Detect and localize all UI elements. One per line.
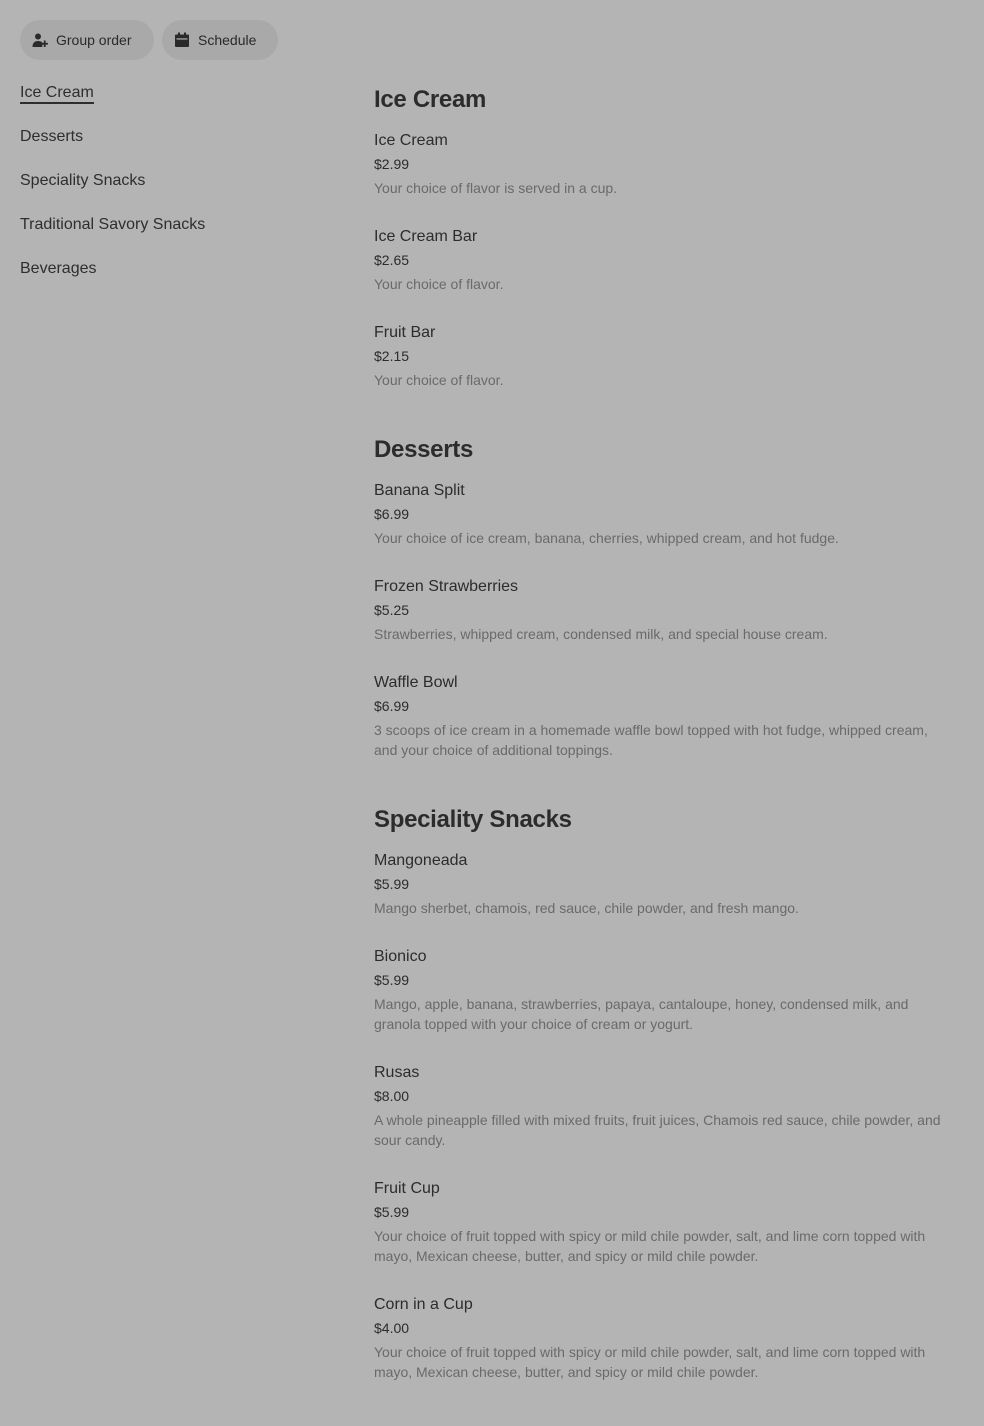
item-description: Your choice of flavor. xyxy=(374,372,504,388)
item-name: Corn in a Cup xyxy=(374,1296,473,1313)
item-description: Your choice of fruit topped with spicy or mild chile powder, salt, and lime corn topped with mayo, Mexican cheese, butter, and spicy or mild chile powder. xyxy=(374,1344,926,1380)
item-description: A whole pineapple filled with mixed fruits, fruit juices, Chamois red sauce, chile powder, and sour candy. xyxy=(374,1112,941,1148)
sidebar-item-label: Desserts xyxy=(20,128,84,145)
sidebar-item-traditional-savory-snacks[interactable] xyxy=(20,214,320,258)
section-title: Desserts xyxy=(374,436,474,463)
sidebar-item-speciality-snacks[interactable] xyxy=(20,170,320,214)
item-name: Rusas xyxy=(374,1064,420,1081)
item-price: $6.99 xyxy=(374,506,410,522)
schedule-label: Schedule xyxy=(198,32,257,48)
item-description: Your choice of flavor. xyxy=(374,276,504,292)
item-price: $5.99 xyxy=(374,1204,410,1220)
menu-item[interactable] xyxy=(374,130,954,198)
menu-item[interactable] xyxy=(374,322,954,390)
item-price: $4.00 xyxy=(374,1320,410,1336)
item-price: $8.00 xyxy=(374,1088,410,1104)
top-actions xyxy=(20,20,278,60)
item-name: Ice Cream Bar xyxy=(374,228,478,245)
item-name: Frozen Strawberries xyxy=(374,578,519,595)
menu-section-ice-cream xyxy=(374,84,954,390)
person-add-icon xyxy=(32,32,48,48)
item-description: Mango sherbet, chamois, red sauce, chile powder, and fresh mango. xyxy=(374,900,799,916)
group-order-label: Group order xyxy=(56,32,132,48)
sidebar-item-label: Beverages xyxy=(20,260,97,277)
menu-section-speciality-snacks xyxy=(374,804,954,1382)
menu-list xyxy=(374,84,954,1426)
sidebar-item-ice-cream[interactable] xyxy=(20,82,320,126)
menu-item[interactable] xyxy=(374,576,954,644)
item-price: $5.99 xyxy=(374,972,410,988)
item-name: Ice Cream xyxy=(374,132,448,149)
sidebar-item-desserts[interactable] xyxy=(20,126,320,170)
item-price: $5.25 xyxy=(374,602,410,618)
schedule-button[interactable] xyxy=(162,20,278,60)
item-name: Waffle Bowl xyxy=(374,674,458,691)
category-sidebar xyxy=(20,82,320,302)
item-description: Your choice of ice cream, banana, cherries, whipped cream, and hot fudge. xyxy=(374,530,839,546)
sidebar-item-label: Speciality Snacks xyxy=(20,172,146,189)
sidebar-item-label: Traditional Savory Snacks xyxy=(20,216,206,233)
sidebar-item-beverages[interactable] xyxy=(20,258,320,302)
item-price: $2.65 xyxy=(374,252,410,268)
item-description: 3 scoops of ice cream in a homemade waffle bowl topped with hot fudge, whipped cream, and your choice of additional toppings. xyxy=(374,722,928,758)
item-name: Banana Split xyxy=(374,482,465,499)
item-name: Mangoneada xyxy=(374,852,468,869)
menu-item[interactable] xyxy=(374,1062,954,1150)
section-title: Speciality Snacks xyxy=(374,806,572,833)
item-name: Bionico xyxy=(374,948,427,965)
menu-item[interactable] xyxy=(374,480,954,548)
item-price: $6.99 xyxy=(374,698,410,714)
item-price: $2.15 xyxy=(374,348,410,364)
menu-item[interactable] xyxy=(374,946,954,1034)
menu-item[interactable] xyxy=(374,1294,954,1382)
menu-item[interactable] xyxy=(374,1178,954,1266)
menu-item[interactable] xyxy=(374,226,954,294)
item-description: Strawberries, whipped cream, condensed milk, and special house cream. xyxy=(374,626,828,642)
item-description: Your choice of flavor is served in a cup. xyxy=(374,180,618,196)
menu-section-desserts xyxy=(374,434,954,760)
item-description: Your choice of fruit topped with spicy or mild chile powder, salt, and lime corn topped with mayo, Mexican cheese, butter, and spicy or mild chile powder. xyxy=(374,1228,926,1264)
item-description: Mango, apple, banana, strawberries, papaya, cantaloupe, honey, condensed milk, and granola topped with your choice of cream or yogurt. xyxy=(374,996,909,1032)
menu-item[interactable] xyxy=(374,850,954,918)
item-name: Fruit Bar xyxy=(374,324,436,341)
item-price: $2.99 xyxy=(374,156,410,172)
calendar-icon xyxy=(174,32,190,48)
group-order-button[interactable] xyxy=(20,20,154,60)
sidebar-item-label: Ice Cream xyxy=(20,84,94,104)
section-title: Ice Cream xyxy=(374,86,487,113)
menu-item[interactable] xyxy=(374,672,954,760)
item-name: Fruit Cup xyxy=(374,1180,440,1197)
item-price: $5.99 xyxy=(374,876,410,892)
